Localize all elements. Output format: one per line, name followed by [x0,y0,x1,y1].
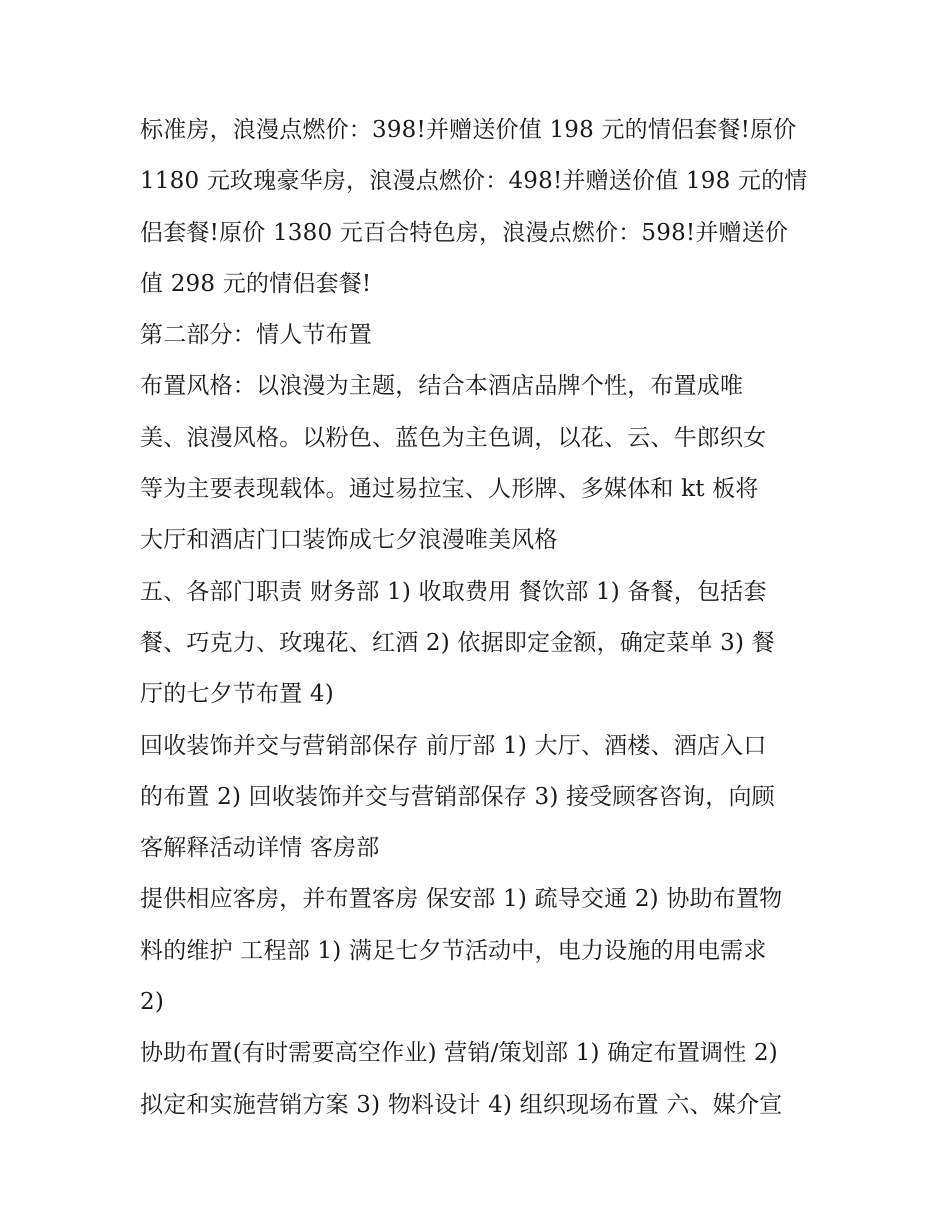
section-heading: 第二部分：情人节布置 [140,322,372,349]
text-line: 拟定和实施营销方案 3) 物料设计 4) 组织现场布置 六、媒介宣 [140,1091,783,1118]
text-line: 料的维护 工程部 1) 满足七夕节活动中，电力设施的用电需求 [140,937,767,964]
text-line: 布置风格：以浪漫为主题，结合本酒店品牌个性，布置成唯 [140,373,744,400]
text-line: 厅的七夕节布置 4) [140,681,334,708]
text-line: 值 298 元的情侣套餐! [140,270,372,297]
text-line: 的布置 2) 回收装饰并交与营销部保存 3) 接受顾客咨询，向顾 [140,783,775,810]
text-line: 回收装饰并交与营销部保存 前厅部 1) 大厅、酒楼、酒店入口 [140,732,767,759]
text-line: 2) [140,989,165,1016]
text-line: 协助布置(有时需要高空作业) 营销/策划部 1) 确定布置调性 2) [140,1040,778,1067]
text-line: 侣套餐!原价 1380 元百合特色房，浪漫点燃价：598!并赠送价 [140,219,789,246]
text-line: 标准房，浪漫点燃价：398!并赠送价值 198 元的情侣套餐!原价 [140,117,797,143]
text-line: 等为主要表现载体。通过易拉宝、人形牌、多媒体和 kt 板将 [140,476,759,503]
text-line: 提供相应客房，并布置客房 保安部 1) 疏导交通 2) 协助布置物 [140,886,783,913]
text-line: 五、各部门职责 财务部 1) 收取费用 餐饮部 1) 备餐，包括套 [140,578,767,605]
text-line: 大厅和酒店门口装饰成七夕浪漫唯美风格 [140,527,558,554]
document-body [140,105,820,1131]
text-line: 美、浪漫风格。以粉色、蓝色为主色调，以花、云、牛郎织女 [140,424,767,451]
text-line: 1180 元玫瑰豪华房，浪漫点燃价：498!并赠送价值 198 元的情 [140,168,808,195]
text-line: 客解释活动详情 客房部 [140,835,380,862]
text-line: 餐、巧克力、玫瑰花、红酒 2) 依据即定金额，确定菜单 3) 餐 [140,629,775,656]
